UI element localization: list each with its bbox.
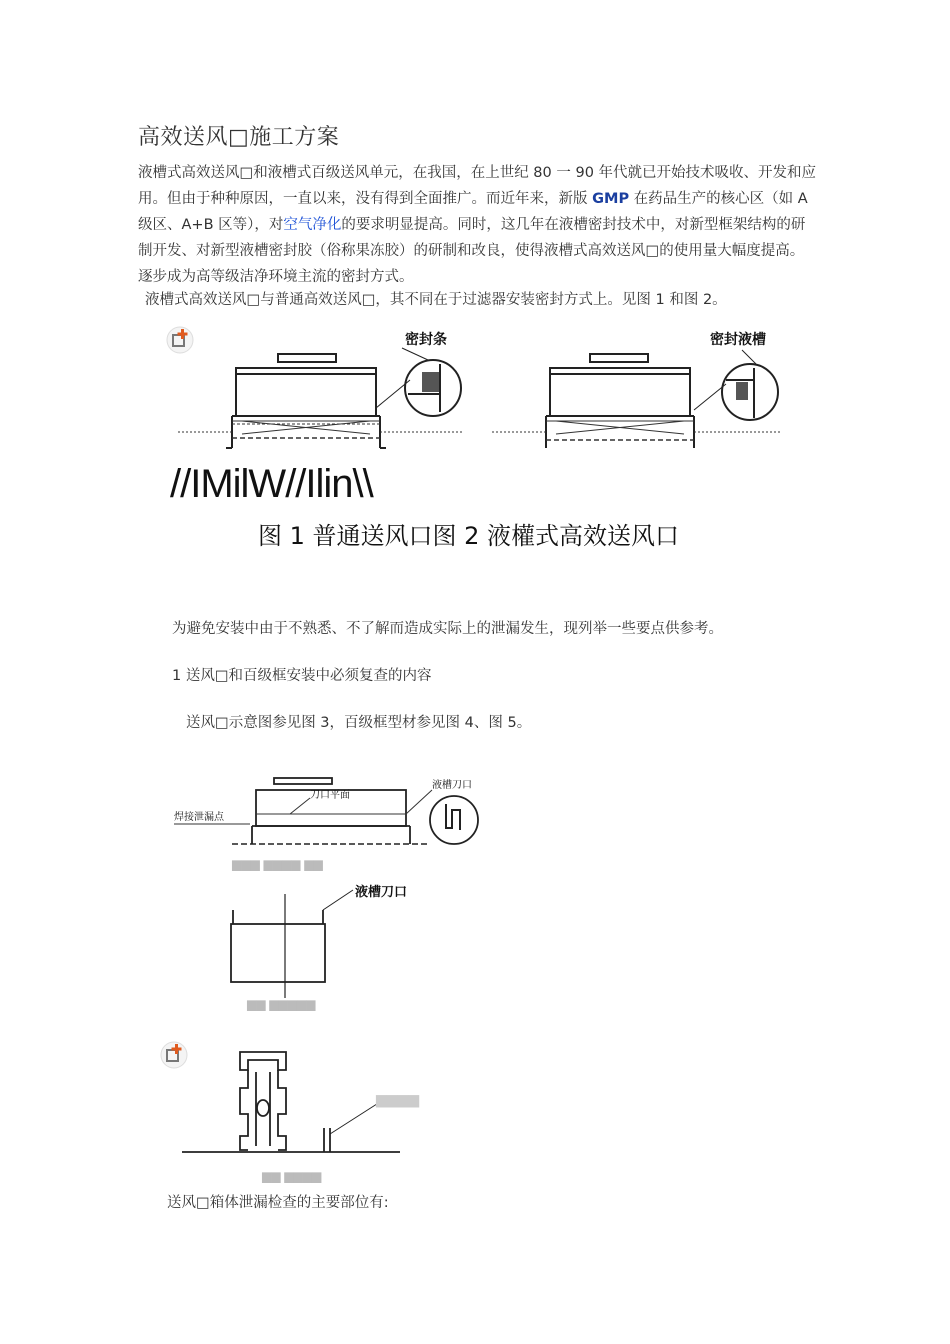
- figure-1-2-diagram: [170, 320, 800, 460]
- intro-note: 为避免安装中由于不熟悉、不了解而造成实际上的泄漏发生，现列举一些要点供参考。: [172, 621, 723, 637]
- leak-check-heading: 送风□箱体泄漏检查的主要部位有:: [167, 1195, 389, 1211]
- figure-5-profile: [180, 1050, 500, 1190]
- tank-knife-label: 液槽刀口: [432, 780, 472, 791]
- intro-text-2: 在药品生产的核心区（如 A 级区、A+B 区等），对: [138, 191, 808, 233]
- figure-4-diagram: [225, 880, 465, 1020]
- garbled-ocr-text: //IMilW//Ilin\\: [170, 462, 373, 506]
- air-purification-link[interactable]: 空气净化: [283, 217, 342, 233]
- svg-text:▆▆▆ ▆▆▆▆ ▆▆: ▆▆▆ ▆▆▆▆ ▆▆: [232, 857, 323, 871]
- gmp-text: GMP: [592, 191, 630, 207]
- figure-3-diagram: [170, 768, 510, 878]
- section-heading: 1 送风□和百级框安装中必须复查的内容: [172, 668, 432, 684]
- intro-text-1: 液槽式高效送风□和液槽式百级送风单元，在我国，在上世纪 80 一 90 年代就已开始技术吸收、开发和应用。但由于种种原因，一直以来，没有得到全面推广。而近年来，新版: [138, 165, 817, 207]
- intro-text-3: 的要求明显提高。同时，这几年在液槽密封技术中，对新型框架结构的研制开发、对新型液槽密封胶（俗称果冻胶）的研制和改良，使得液槽式高效送风□的使用量大幅度提高。逐步成为高等级洁净环境主流的密封方式。: [138, 217, 806, 285]
- figure-reference: 送风□示意图参见图 3，百级框型材参见图 4、图 5。: [186, 715, 532, 731]
- fig1-label: 密封条: [405, 332, 447, 348]
- figure-2-filter-box: [546, 354, 694, 448]
- fig4-label: 液槽刀口: [355, 885, 408, 900]
- figure-caption: 图 1 普通送风口图 2 液權式高效送风口: [258, 522, 680, 550]
- fig2-label: 密封液槽: [710, 332, 766, 348]
- seal-tank-detail: [722, 364, 778, 420]
- svg-text:▆▆▆▆: ▆▆▆▆: [376, 1092, 420, 1108]
- page-title: 高效送风□施工方案: [138, 125, 340, 150]
- knife-plane-label: 刀口平面: [310, 790, 350, 801]
- svg-text:▆▆ ▆▆▆▆▆: ▆▆ ▆▆▆▆▆: [247, 997, 316, 1011]
- comparison-paragraph: 液槽式高效送风□与普通高效送风□，其不同在于过滤器安装密封方式上。见图 1 和图 2。: [145, 292, 727, 308]
- intro-paragraph: [138, 160, 818, 290]
- svg-text:▆▆ ▆▆▆▆: ▆▆ ▆▆▆▆: [262, 1169, 322, 1183]
- weld-leak-label: 焊接泄漏点: [174, 812, 224, 823]
- figure-1-filter-box: [226, 354, 386, 448]
